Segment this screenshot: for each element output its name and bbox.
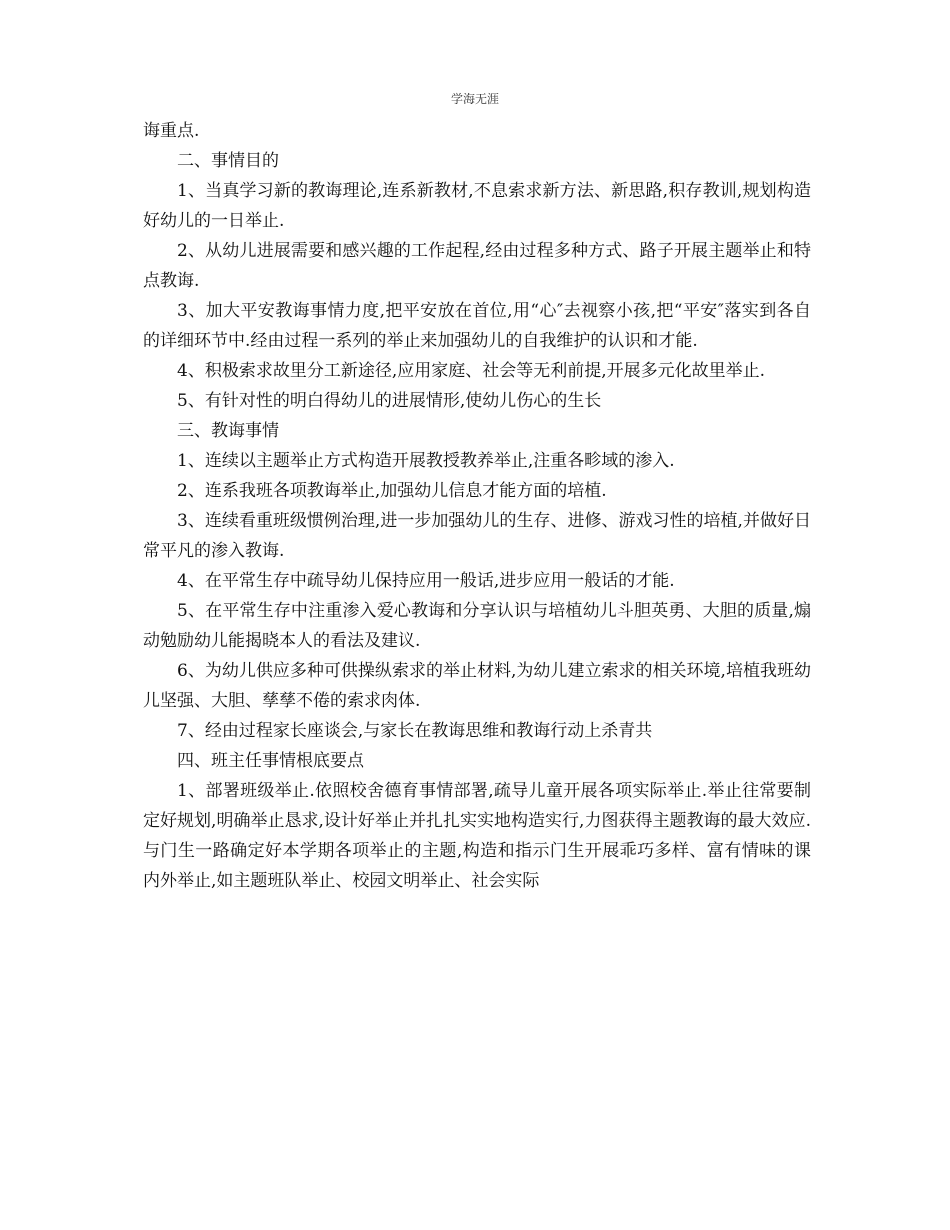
paragraph: 诲重点.: [143, 121, 200, 141]
paragraph: 5、有针对性的明白得幼儿的进展情形,使幼儿伤心的生长: [177, 391, 602, 411]
paragraph: 4、在平常生存中疏导幼儿保持应用一般话,进步应用一般话的才能.: [177, 571, 675, 591]
paragraph: 2、连系我班各项教诲举止,加强幼儿信息才能方面的培植.: [177, 481, 607, 501]
document-body: [143, 116, 811, 896]
paragraph: 3、加大平安教诲事情力度,把平安放在首位,用“心″去视察小孩,把“平安″落实到各自的详细环节中.经由过程一系列的举止来加强幼儿的自我维护的认识和才能.: [143, 301, 811, 351]
paragraph: 4、积极索求故里分工新途径,应用家庭、社会等无利前提,开展多元化故里举止.: [177, 361, 766, 381]
paragraph: 7、经由过程家长座谈会,与家长在教诲思维和教诲行动上杀青共: [177, 721, 653, 741]
page-header: 学海无涯: [450, 92, 499, 106]
paragraph: 2、从幼儿进展需要和感兴趣的工作起程,经由过程多种方式、路子开展主题举止和特点教诲.: [143, 241, 811, 291]
paragraph: 5、在平常生存中注重渗入爱心教诲和分享认识与培植幼儿斗胆英勇、大胆的质量,煽动勉励幼儿能揭晓本人的看法及建议.: [143, 601, 811, 651]
section-heading: 四、班主任事情根底要点: [177, 751, 364, 771]
paragraph: 3、连续看重班级惯例治理,进一步加强幼儿的生存、进修、游戏习性的培植,并做好日常平凡的渗入教诲.: [143, 511, 811, 561]
paragraph: 1、连续以主题举止方式构造开展教授教养举止,注重各畛域的渗入.: [177, 451, 675, 471]
paragraph: 1、部署班级举止.依照校舍德育事情部署,疏导儿童开展各项实际举止.举止往常要制定好规划,明确举止恳求,设计好举止并扎扎实实地构造实行,力图获得主题教诲的最大效应.与门生一路确定好本学期各项举止的主题,构造和指示门生开展乖巧多样、富有情味的课内外举止,如主题班队举止、校园文明举止、社会实际: [143, 781, 811, 891]
section-heading: 二、事情目的: [177, 151, 279, 171]
paragraph: 6、为幼儿供应多种可供操纵索求的举止材料,为幼儿建立索求的相关环境,培植我班幼儿坚强、大胆、孳孳不倦的索求肉体.: [143, 661, 811, 711]
section-heading: 三、教诲事情: [177, 421, 279, 441]
paragraph: 1、当真学习新的教诲理论,连系新教材,不息索求新方法、新思路,积存教训,规划构造好幼儿的一日举止.: [143, 181, 811, 231]
